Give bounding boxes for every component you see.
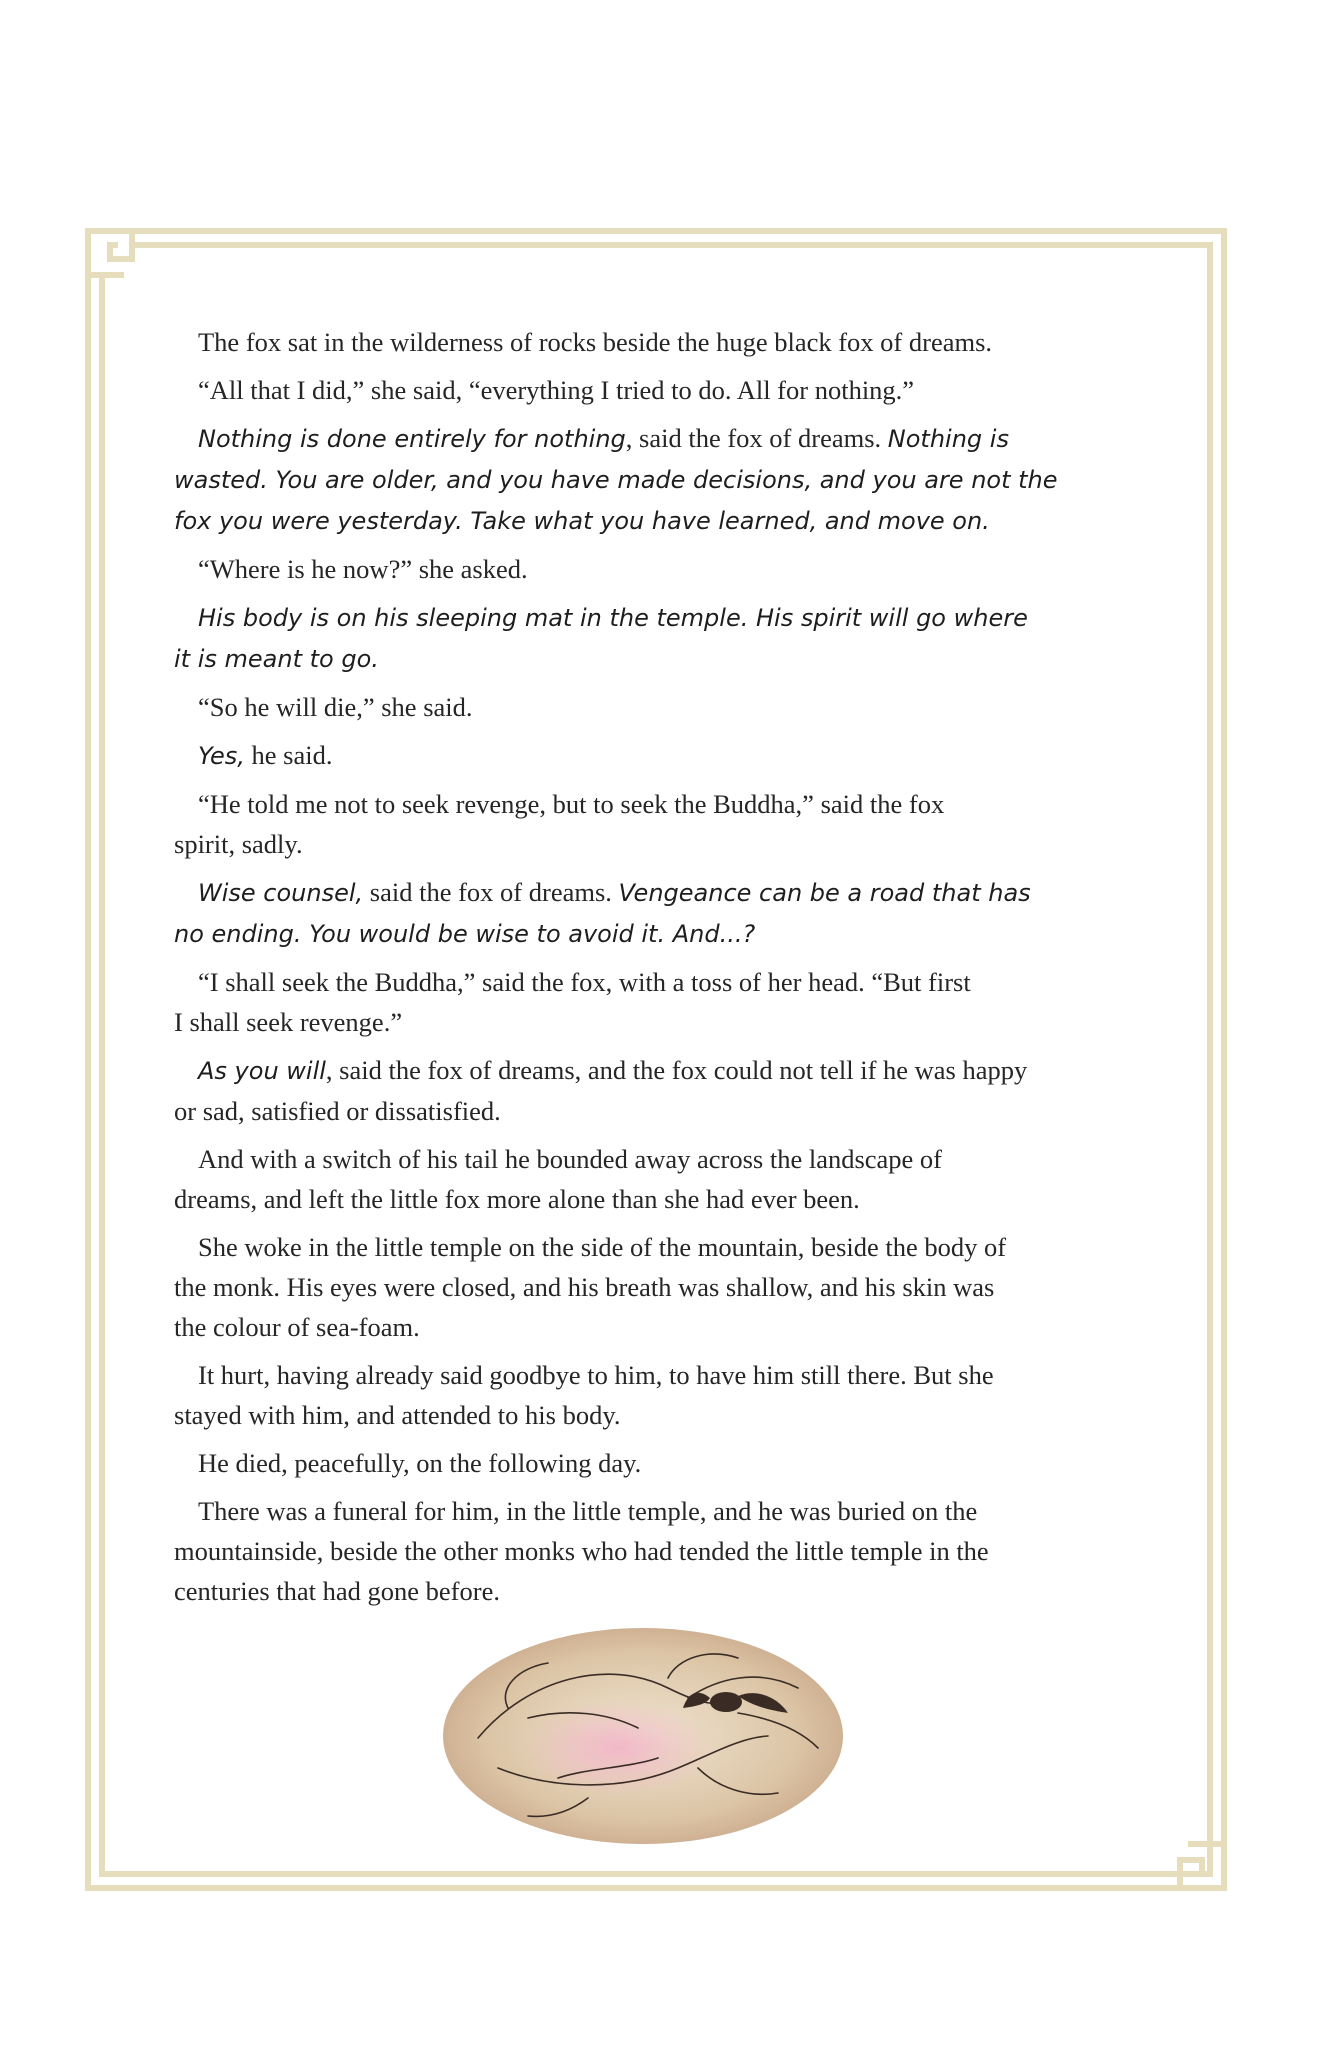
text-run: , said the fox of dreams, and the fox could not tell if he was happy or sad, satisfied or dissatisfied. xyxy=(174,1055,1028,1126)
italic-text: Yes, xyxy=(198,742,245,770)
paragraph xyxy=(174,872,1174,954)
corner-ornament-top-left xyxy=(88,231,132,275)
sleeping-figure-illustration xyxy=(438,1618,848,1850)
paragraph xyxy=(174,549,1174,589)
text-run: “I shall seek the Buddha,” said the fox, with a toss of her head. “But first I shall seek revenge.” xyxy=(174,967,971,1037)
text-run: “Where is he now?” she asked. xyxy=(198,554,528,584)
text-run: The fox sat in the wilderness of rocks beside the huge black fox of dreams. xyxy=(198,327,993,357)
story-text xyxy=(174,322,1174,1619)
italic-text: Nothing is done entirely for nothing xyxy=(198,425,626,453)
italic-text: Wise counsel, xyxy=(198,879,364,907)
text-run: “All that I did,” she said, “everything I tried to do. All for nothing.” xyxy=(198,375,915,405)
text-run: , said the fox of dreams. xyxy=(625,423,888,453)
text-run: It hurt, having already said goodbye to him, to have him still there. But she stayed with him, and attended to his body. xyxy=(174,1360,994,1430)
italic-text: Nothing is wasted. You are older, and you have made decisions, and you are not the fox you were yesterday. Take what you have learned, and move on. xyxy=(174,425,1058,535)
paragraph xyxy=(174,418,1174,541)
paragraph xyxy=(174,1491,1174,1611)
text-run: She woke in the little temple on the side of the mountain, beside the body of the monk. His eyes were closed, and his breath was shallow, and his skin was the colour of sea-foam. xyxy=(174,1232,1007,1342)
paragraph xyxy=(174,735,1174,776)
paragraph xyxy=(174,784,1174,864)
paragraph xyxy=(174,1139,1174,1219)
italic-text: His body is on his sleeping mat in the temple. His spirit will go where it is meant to go. xyxy=(174,604,1028,673)
text-run: said the fox of dreams. xyxy=(363,877,619,907)
paragraph xyxy=(174,1355,1174,1435)
text-run: And with a switch of his tail he bounded away across the landscape of dreams, and left the little fox more alone than she had ever been. xyxy=(174,1144,943,1214)
paragraph xyxy=(174,1050,1174,1131)
paragraph xyxy=(174,687,1174,727)
text-run: “He told me not to seek revenge, but to seek the Buddha,” said the fox spirit, sadly. xyxy=(174,789,945,859)
text-run: He died, peacefully, on the following day. xyxy=(198,1448,642,1478)
paragraph xyxy=(174,370,1174,410)
text-run: There was a funeral for him, in the little temple, and he was buried on the mountainside, beside the other monks who had tended the little temple in the centuries that had gone before. xyxy=(174,1496,989,1606)
paragraph xyxy=(174,1227,1174,1347)
italic-text: As you will xyxy=(198,1057,326,1085)
paragraph xyxy=(174,1443,1174,1483)
paragraph xyxy=(174,597,1174,679)
text-run: “So he will die,” she said. xyxy=(198,692,473,722)
italic-text: Vengeance can be a road that has no ending. You would be wise to avoid it. And...? xyxy=(174,879,1031,948)
text-run: he said. xyxy=(244,740,333,770)
paragraph xyxy=(174,962,1174,1042)
corner-ornament-bottom-right xyxy=(1180,1844,1224,1888)
paragraph xyxy=(174,322,1174,362)
